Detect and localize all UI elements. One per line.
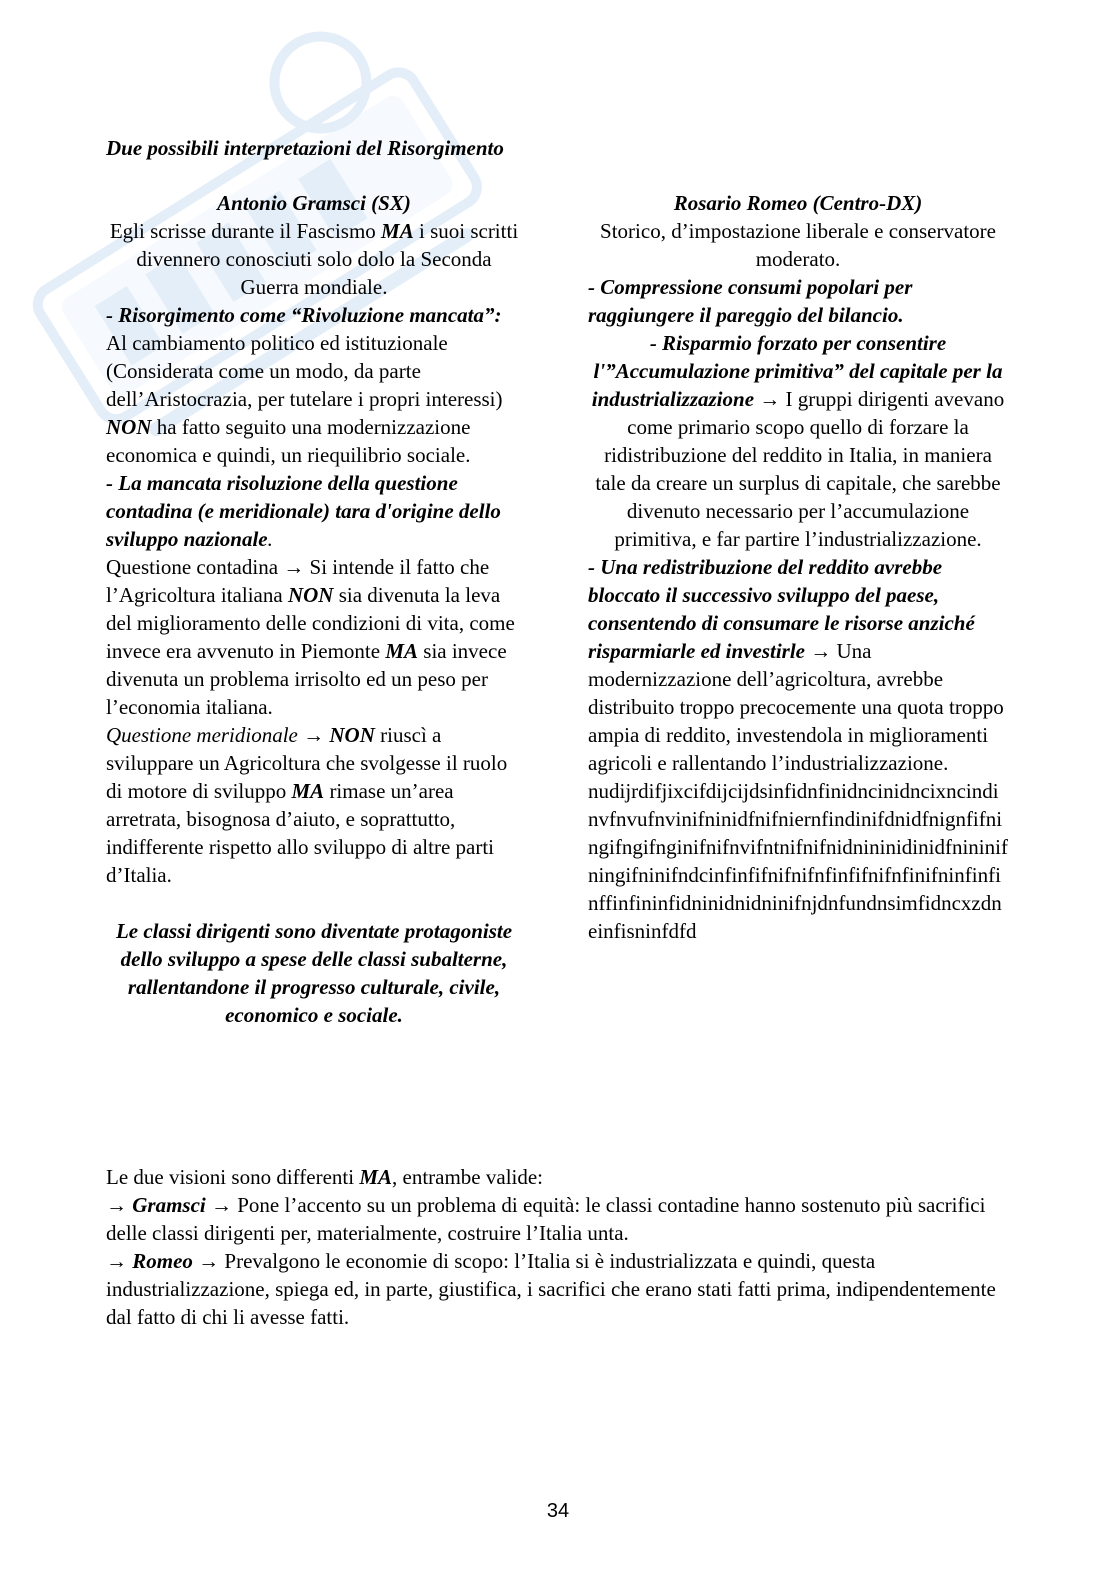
summary-romeo: → Romeo → Prevalgono le economie di scopo: l’Italia si è industrializzata e quindi, questa industrializzazione, spiega ed, in parte, giustifica, i sacrifici che erano stati fatti prima, indipendentemente dal fatto di chi li avesse fatti. xyxy=(106,1249,996,1329)
page-number: 34 xyxy=(546,1500,570,1522)
arrow-right-icon: → xyxy=(810,639,832,663)
summary-section xyxy=(106,1163,1011,1331)
gramsci-conclusion: Le classi dirigenti sono diventate protagoniste dello sviluppo a spese delle classi subalterne, rallentandone il progresso culturale, civile, economico e sociale. xyxy=(115,919,513,1027)
gramsci-title: Antonio Gramsci (SX) xyxy=(217,191,411,215)
romeo-column xyxy=(588,189,1008,945)
romeo-title: Rosario Romeo (Centro-DX) xyxy=(673,191,923,215)
gramsci-intro: Egli scrisse durante il Fascismo MA i suoi scritti divennero conosciuti solo dolo la Seconda Guerra mondiale. xyxy=(109,219,519,299)
romeo-point-compressione-consumi: - Compressione consumi popolari per raggiungere il pareggio del bilancio. xyxy=(588,275,913,327)
summary-intro: Le due visioni sono differenti MA, entrambe valide: xyxy=(106,1165,544,1189)
gramsci-questione-contadina: Questione contadina → Si intende il fatto che l’Agricoltura italiana NON sia divenuta la leva del miglioramento delle condizioni di vita, come invece era avvenuto in Piemonte MA sia invece divenuta un problema irrisolto ed un peso per l’economia italiana. xyxy=(106,555,515,719)
gramsci-point-questione-contadina-lead: - La mancata risoluzione della questione contadina (e meridionale) tara d'origine dello sviluppo nazionale. xyxy=(106,471,501,551)
arrow-right-icon: → xyxy=(759,387,781,411)
arrow-right-icon: → xyxy=(198,1249,220,1273)
arrow-right-icon: → xyxy=(283,555,305,579)
arrow-right-icon: → xyxy=(303,723,325,747)
gramsci-column xyxy=(106,189,522,1029)
arrow-right-icon: → xyxy=(106,1249,127,1273)
arrow-right-icon: → xyxy=(106,1193,127,1217)
gramsci-point-rivoluzione-mancata: - Risorgimento come “Rivoluzione mancata”: Al cambiamento politico ed istituzionale (Considerata come un modo, da parte dell’Aristocrazia, per tutelare i propri interessi) NON ha fatto seguito una modernizzazione economica e quindi, un riequilibrio sociale. xyxy=(106,303,503,467)
arrow-right-icon: → xyxy=(211,1193,232,1217)
page-heading: Due possibili interpretazioni del Risorgimento xyxy=(106,136,504,160)
romeo-gibberish-text: nudijrdifjixcifdijcijdsinfidnfinidncinidncixncindinvfnvufnvinifninidfnifniernfindinifdnidfnignfifningifngifnginifnifnvifntnifnifnidnininidinidfnininifningifninifndcinfinfifnifnifnfinfifnifnfinifninfinfinffinfininfidninidnidninifnjdnfundnsimfidncxzdneinfisninfdfd xyxy=(588,779,1008,943)
romeo-intro: Storico, d’impostazione liberale e conservatore moderato. xyxy=(600,219,996,271)
summary-gramsci: → Gramsci → Pone l’accento su un problema di equità: le classi contadine hanno sostenuto più sacrifici delle classi dirigenti per, materialmente, costruire l’Italia unta. xyxy=(106,1193,986,1245)
gramsci-questione-meridionale: Questione meridionale → NON riuscì a sviluppare un Agricoltura che svolgesse il ruolo di motore di sviluppo MA rimase un’area arretrata, bisognosa d’aiuto, e soprattutto, indifferente rispetto allo sviluppo di altre parti d’Italia. xyxy=(106,723,508,887)
romeo-point-redistribuzione: - Una redistribuzione del reddito avrebbe bloccato il successivo sviluppo del paese, consentendo di consumare le risorse anziché risparmiarle ed investirle → Una modernizzazione dell’agricoltura, avrebbe distribuito troppo precocemente una quota troppo ampia di reddito, investendola in miglioramenti agricoli e rallentando l’industrializzazione. xyxy=(588,555,1004,775)
romeo-point-risparmio-forzato: - Risparmio forzato per consentire l'”Accumulazione primitiva” del capitale per la industrializzazione → I gruppi dirigenti avevano come primario scopo quello di forzare la ridistribuzione del reddito in Italia, in maniera tale da creare un surplus di capitale, che sarebbe divenuto necessario per l’accumulazione primitiva, e far partire l’industrializzazione. xyxy=(591,331,1005,551)
